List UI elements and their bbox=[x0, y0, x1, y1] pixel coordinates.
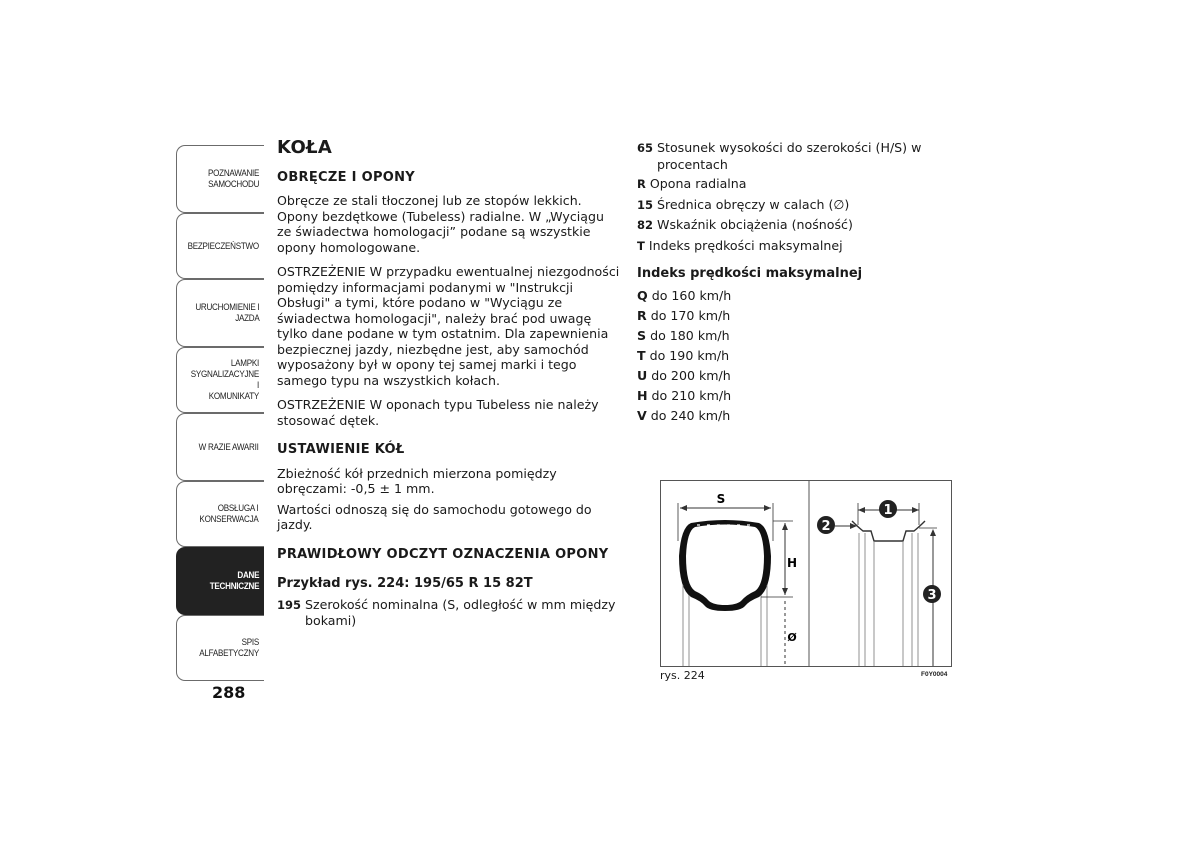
tab-uruchomienie-jazda[interactable] bbox=[176, 279, 264, 347]
speed-text: do 180 km/h bbox=[650, 327, 730, 343]
def-code: 15 bbox=[637, 197, 654, 212]
paragraph-rims: Obręcze ze stali tłoczonej lub ze stopów lekkich. Opony bezdętkowe (Tubeless) radialne. W „Wyciągu ze świadectwa homologacji” podane są wszystkie opony homologowane. bbox=[277, 193, 604, 255]
tab-label: SPIS ALFABETYCZNY bbox=[199, 637, 259, 659]
def-code: R bbox=[637, 177, 646, 191]
tyre-cross-section bbox=[678, 492, 797, 666]
label-s: S bbox=[716, 492, 726, 506]
definition-item bbox=[637, 238, 967, 255]
speed-item bbox=[637, 368, 967, 384]
def-text: Wskaźnik obciążenia (nośność) bbox=[657, 217, 853, 232]
label-diameter: Ø bbox=[787, 631, 797, 644]
section-title: KOŁA bbox=[277, 137, 333, 158]
speed-item bbox=[637, 308, 967, 324]
tab-label: BEZPIECZEŃSTWO bbox=[187, 240, 259, 252]
speed-code: T bbox=[637, 347, 646, 363]
rim-profile bbox=[835, 503, 937, 666]
paragraph-toe-in: Zbieżność kół przednich mierzona pomiędzy obręczami: -0,5 ± 1 mm. bbox=[277, 465, 557, 496]
definition-item bbox=[637, 140, 967, 172]
heading-tyre-marking: PRAWIDŁOWY ODCZYT OZNACZENIA OPONY bbox=[277, 546, 609, 562]
tab-label: OBSŁUGA I KONSERWACJA bbox=[199, 503, 259, 525]
definition-item bbox=[637, 176, 967, 193]
tab-label: POZNAWANIE SAMOCHODU bbox=[207, 168, 259, 190]
speed-text: do 210 km/h bbox=[651, 387, 732, 403]
speed-text: do 160 km/h bbox=[651, 287, 732, 303]
def-text: Opona radialna bbox=[649, 176, 747, 191]
svg-text:3: 3 bbox=[927, 588, 937, 603]
tab-poznawanie-samochodu[interactable] bbox=[176, 145, 264, 213]
speed-item bbox=[637, 388, 967, 404]
svg-text:1: 1 bbox=[883, 503, 893, 518]
right-column bbox=[637, 140, 967, 428]
definition-195 bbox=[277, 597, 622, 629]
tab-lampki[interactable] bbox=[176, 347, 264, 413]
paragraph-warning-2: OSTRZEŻENIE W oponach typu Tubeless nie należy stosować dętek. bbox=[277, 397, 599, 428]
speed-text: do 240 km/h bbox=[650, 407, 731, 423]
definition-item bbox=[637, 197, 967, 214]
label-h: H bbox=[786, 556, 798, 570]
tab-dane-techniczne[interactable] bbox=[176, 547, 264, 615]
tab-w-razie-awarii[interactable] bbox=[176, 413, 264, 481]
tab-label: W RAZIE AWARII bbox=[199, 441, 259, 453]
tab-obsluga-konserwacja[interactable] bbox=[176, 481, 264, 547]
paragraph-values-note: Wartości odnoszą się do samochodu gotowego do jazdy. bbox=[277, 501, 592, 532]
def-text: Szerokość nominalna (S, odległość w mm między bokami) bbox=[305, 596, 616, 628]
heading-wheel-alignment: USTAWIENIE KÓŁ bbox=[277, 442, 405, 457]
def-code: 82 bbox=[637, 218, 654, 232]
def-code: 195 bbox=[277, 597, 302, 612]
figure-code: F0Y0004 bbox=[921, 671, 948, 678]
page-number: 288 bbox=[212, 683, 246, 702]
tyre-diagram-svg bbox=[661, 481, 951, 666]
example-heading: Przykład rys. 224: 195/65 R 15 82T bbox=[277, 576, 533, 591]
def-text: Stosunek wysokości do szerokości (H/S) w procentach bbox=[657, 140, 922, 172]
def-text: Średnica obręczy w calach (∅) bbox=[657, 196, 850, 212]
speed-text: do 200 km/h bbox=[651, 367, 731, 383]
speed-code: S bbox=[637, 327, 647, 343]
paragraph-warning-1: OSTRZEŻENIE W przypadku ewentualnej niezgodności pomiędzy informacjami podanymi w "Instrukcji Obsługi" a tymi, które podano w "Wyciągu ze świadectwa homologacji", należy brać pod uwagę tylko dane podane w tym ostatnim. Dla zapewnienia bezpiecznej jazdy, niezbędne jest, aby samochód wyposażony był w opony tej samej marki i tego samego typu na wszystkich kołach. bbox=[277, 264, 620, 388]
speed-index-heading: Indeks prędkości maksymalnej bbox=[637, 266, 863, 281]
speed-text: do 190 km/h bbox=[649, 347, 730, 363]
callout-3 bbox=[923, 585, 941, 603]
tab-label: URUCHOMIENIE I JAZDA bbox=[194, 302, 259, 324]
speed-item bbox=[637, 328, 967, 344]
figure-caption: rys. 224 bbox=[660, 669, 705, 682]
tyre-diagram bbox=[660, 480, 952, 667]
tab-bezpieczenstwo[interactable] bbox=[176, 213, 264, 279]
speed-text: do 170 km/h bbox=[650, 307, 731, 323]
svg-text:2: 2 bbox=[821, 519, 831, 534]
left-column bbox=[277, 137, 622, 629]
heading-rims-tyres: OBRĘCZE I OPONY bbox=[277, 169, 416, 185]
tab-spis-alfabetyczny[interactable] bbox=[176, 615, 264, 681]
definition-item bbox=[637, 217, 967, 234]
speed-code: U bbox=[637, 367, 648, 383]
speed-item bbox=[637, 348, 967, 364]
speed-code: V bbox=[637, 407, 647, 423]
callout-1 bbox=[879, 500, 897, 518]
speed-item bbox=[637, 288, 967, 304]
speed-code: Q bbox=[637, 287, 648, 303]
tab-label: LAMPKI SYGNALIZACYJNE I KOMUNIKATY bbox=[190, 358, 259, 402]
speed-code: H bbox=[637, 387, 648, 403]
callout-2 bbox=[817, 516, 835, 534]
speed-item bbox=[637, 408, 967, 424]
tab-label: DANE TECHNICZNE bbox=[209, 570, 259, 592]
speed-code: R bbox=[637, 307, 647, 323]
chapter-tabs bbox=[176, 145, 264, 681]
def-code: T bbox=[637, 238, 645, 253]
def-text: Indeks prędkości maksymalnej bbox=[648, 237, 843, 253]
def-code: 65 bbox=[637, 141, 654, 155]
